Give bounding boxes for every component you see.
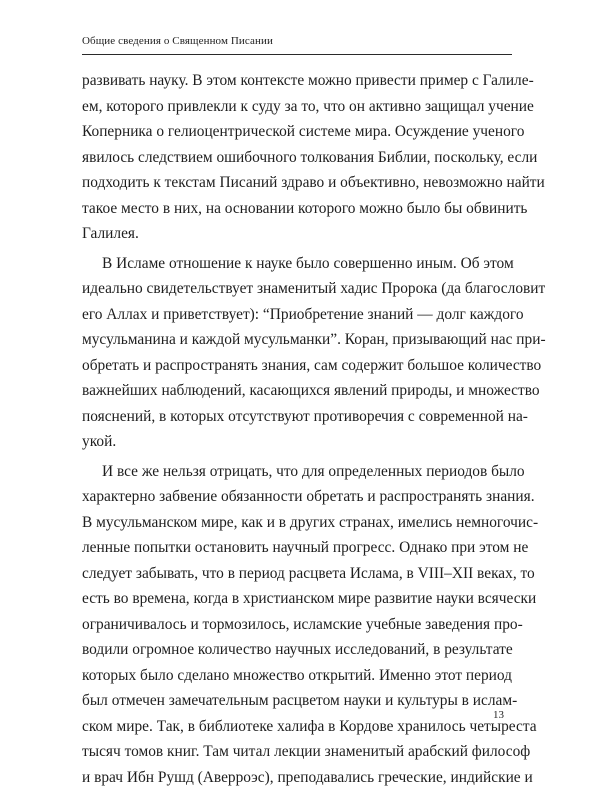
text-line: характерно забвение обязанности обретать и распространять знания. bbox=[82, 484, 512, 510]
paragraph-3 bbox=[82, 459, 512, 790]
text-line: укой. bbox=[82, 429, 512, 455]
text-line: подходить к текстам Писаний здраво и объективно, невозможно найти bbox=[82, 170, 512, 196]
text-line: В Исламе отношение к науке было совершенно иным. Об этом bbox=[82, 251, 512, 277]
body-text bbox=[82, 68, 512, 790]
text-line: Галилея. bbox=[82, 221, 512, 247]
text-line: ем, которого привлекли к суду за то, что он активно защищал учение bbox=[82, 94, 512, 120]
text-line: важнейших наблюдений, касающихся явлений природы, и множество bbox=[82, 378, 512, 404]
text-line: пояснений, в которых отсутствуют противоречия с современной на- bbox=[82, 404, 512, 430]
text-line: тысяч томов книг. Там читал лекции знаменитый арабский философ bbox=[82, 739, 512, 765]
text-line: ограничивалось и тормозилось, исламские учебные заведения про- bbox=[82, 612, 512, 638]
text-line: ленные попытки остановить научный прогресс. Однако при этом не bbox=[82, 535, 512, 561]
paragraph-1 bbox=[82, 68, 512, 247]
text-line: явилось следствием ошибочного толкования Библии, поскольку, если bbox=[82, 145, 512, 171]
text-line: такое место в них, на основании которого можно было бы обвинить bbox=[82, 196, 512, 222]
text-line: был отмечен замечательным расцветом науки и культуры в ислам- bbox=[82, 688, 512, 714]
text-line: Коперника о гелиоцентрической системе мира. Осуждение ученого bbox=[82, 119, 512, 145]
text-line: есть во времена, когда в христианском мире развитие науки всячески bbox=[82, 586, 512, 612]
text-line: следует забывать, что в период расцвета Ислама, в VIII–XII веках, то bbox=[82, 561, 512, 587]
paragraph-2 bbox=[82, 251, 512, 455]
text-line: В мусульманском мире, как и в других странах, имелись немногочис- bbox=[82, 510, 512, 536]
text-line: мусульманина и каждой мусульманки”. Коран, призывающий нас при- bbox=[82, 327, 512, 353]
text-line: идеально свидетельствует знаменитый хадис Пророка (да благословит bbox=[82, 276, 512, 302]
text-line: и врач Ибн Рушд (Аверроэс), преподавались греческие, индийские и bbox=[82, 765, 512, 790]
text-line: водили огромное количество научных исследований, в результате bbox=[82, 637, 512, 663]
text-line: ском мире. Так, в библиотеке халифа в Кордове хранилось четыреста bbox=[82, 714, 512, 740]
header-rule bbox=[82, 54, 512, 55]
text-line: И все же нельзя отрицать, что для определенных периодов было bbox=[82, 459, 512, 485]
text-line: развивать науку. В этом контексте можно привести пример с Галиле- bbox=[82, 68, 512, 94]
running-title: Общие сведения о Священном Писании bbox=[82, 35, 273, 47]
text-line: которых было сделано множество открытий. Именно этот период bbox=[82, 663, 512, 689]
text-line: обретать и распространять знания, сам содержит большое количество bbox=[82, 353, 512, 379]
text-line: его Аллах и приветствует): “Приобретение знаний — долг каждого bbox=[82, 302, 512, 328]
page-number: 13 bbox=[493, 709, 504, 721]
